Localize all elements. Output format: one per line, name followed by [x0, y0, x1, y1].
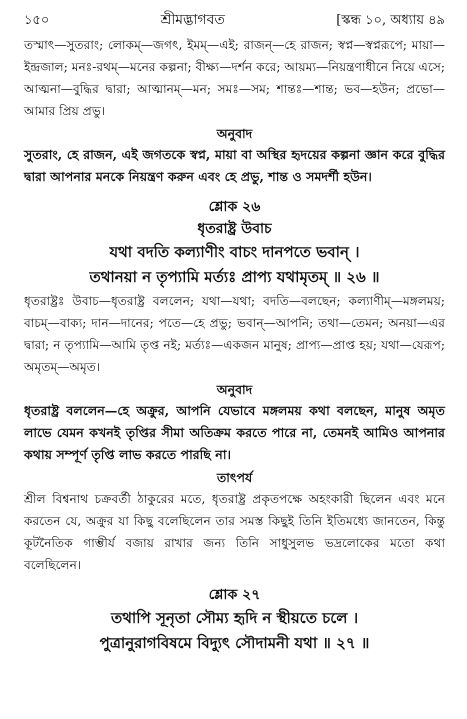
translation-text: ধৃতরাষ্ট্র বললেন—হে অক্রুর, আপনি যেভাবে মঙ্গলময় কথা বলছেন, মানুষ অমৃত লাভে যেমন কখনই তৃপ্তির সীমা অতিক্রম করতে পারে না, তেমনই আমিও আপনার কথায় সম্পূর্ণ তৃপ্তি লাভ করতে পারছি না।	[24, 403, 445, 462]
book-title: শ্রীমদ্ভাগবত	[160, 12, 225, 28]
translation-heading: অনুবাদ	[216, 382, 253, 397]
translation-heading: অনুবাদ	[216, 126, 253, 141]
verse-line: পুত্রানুরাগবিষমে বিদ্যুৎ সৌদামনী যথা ॥ ২৭ ॥	[99, 634, 370, 652]
synonyms-block: ধৃতরাষ্ট্রঃ উবাচ—ধৃতরাষ্ট্র বললেন; যথা—যথা; বদতি—বলছেন; কল্যাণীম্—মঙ্গলময়; বাচম্—বাক্য; দান—দানের; পতে—হে প্রভু; ভবান্—আপনি; তথা—তেমন; অনয়া—এর দ্বারা; ন তৃপ্যামি—আমি তৃপ্ত নই; মর্ত্যঃ—একজন মানুষ; প্রাপ্য—প্রাপ্ত হয়; যথা—যেরূপ; অমৃতম্—অমৃত।	[24, 294, 445, 374]
verse-line: তথাপি সূনৃতা সৌম্য হৃদি ন স্থীয়তে চলে ।	[110, 609, 359, 627]
verse-number: শ্লোক ২৬	[208, 199, 261, 215]
verse-line: তথানয়া ন তৃপ্যামি মর্ত্যঃ প্রাপ্য যথামৃতম্ ॥ ২৬ ॥	[89, 268, 380, 286]
verse-line: যথা বদতি কল্যাণীং বাচং দানপতে ভবান্ ।	[109, 243, 360, 261]
verse-number: শ্লোক ২৭	[208, 587, 261, 603]
purport-text: শ্রীল বিশ্বনাথ চক্রবর্তী ঠাকুরের মতে, ধৃতরাষ্ট্র প্রকৃতপক্ষে অহংকারী ছিলেন এবং মনে করতেন যে, অক্রুর যা কিছু বলেছিলেন তার সমস্ত কিছুই তিনি ইতিমধ্যে জানতেন, কিন্তু কূটনৈতিক গাম্ভীর্য বজায় রাখার জন্য তিনি সাধুসুলভ ভদ্রলোকের মতো কথা বলেছিলেন।	[24, 492, 445, 572]
translation-text: সুতরাং, হে রাজন, এই জগতকে স্বপ্ন, মায়া বা অস্থির হৃদয়ের কল্পনা জ্ঞান করে বুদ্ধির দ্বারা আপনার মনকে নিয়ন্ত্রণ করুন এবং হে প্রভু, শান্ত ও সমদর্শী হউন।	[24, 147, 445, 184]
purport-heading: তাৎপর্য	[216, 470, 253, 485]
synonyms-block: তস্মাৎ—সুতরাং; লোকম্—জগৎ, ইমম্—এই; রাজন্—হে রাজন; স্বপ্ন—স্বপ্নরূপে; মায়া—ইন্দ্রজাল; মনঃ-রথম্—মনের কল্পনা; বীক্ষ্য—দর্শন করে; আয়ম্য—নিয়ন্ত্রণাধীনে নিয়ে এসে; আত্মনা—বুদ্ধির দ্বারা; আত্মানম্—মন; সমঃ—সম; শান্তঃ—শান্ত; ভব—হউন; প্রভো—আমার প্রিয় প্রভু।	[24, 38, 445, 118]
verse-speaker: ধৃতরাষ্ট্র উবাচ	[197, 221, 272, 237]
chapter-reference: [স্কন্ধ ১০, অধ্যায় ৪৯	[336, 13, 445, 28]
page-header	[24, 8, 445, 34]
page-number: ১৫০	[24, 13, 50, 28]
